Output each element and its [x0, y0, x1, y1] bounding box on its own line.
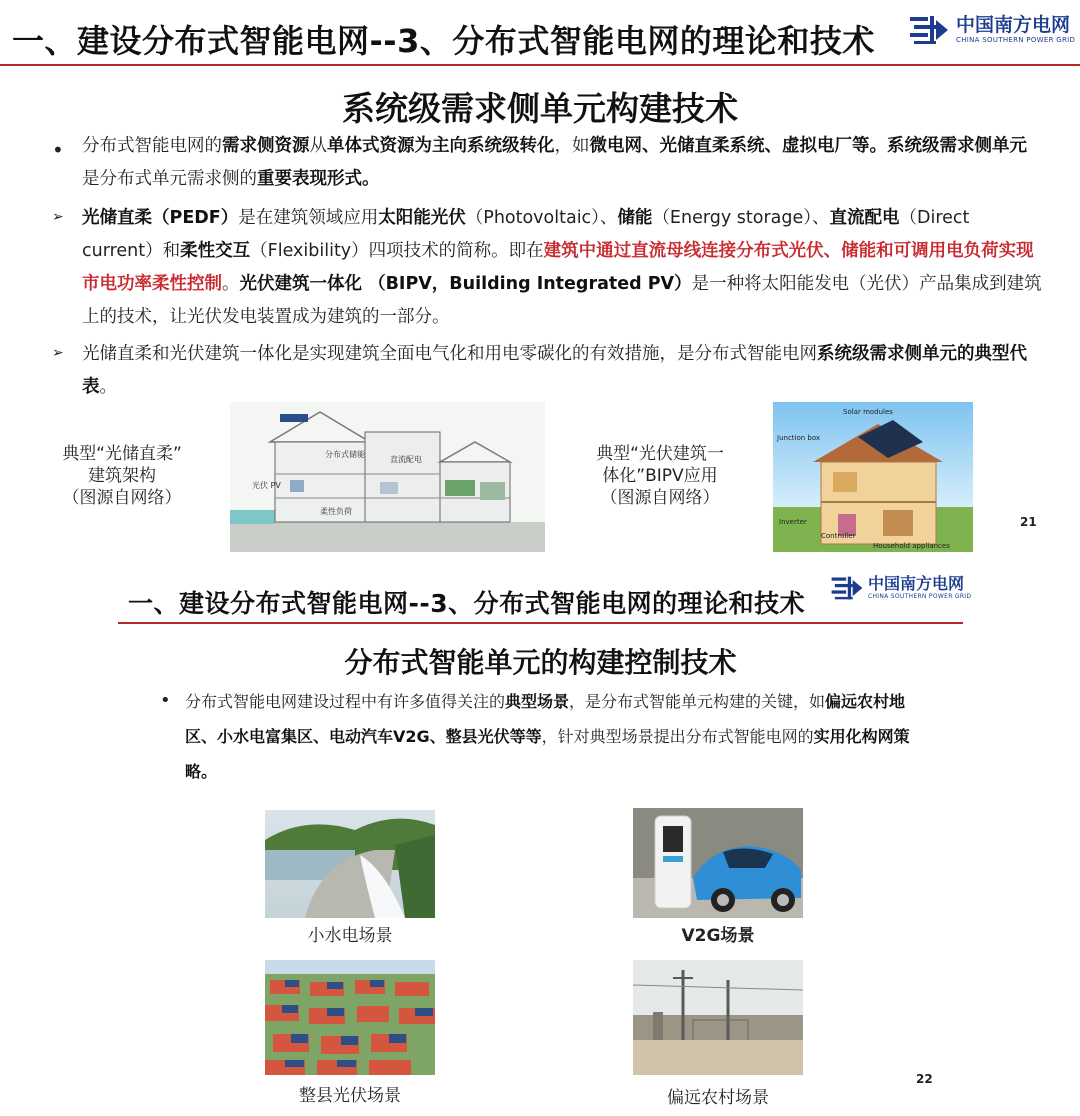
county-pv-photo — [265, 960, 435, 1075]
bullet-dot-icon: • — [52, 138, 64, 162]
hydro-dam-photo — [265, 810, 435, 918]
caption-hydro: 小水电场景 — [307, 926, 393, 946]
logo-cn: 中国南方电网 — [868, 573, 965, 593]
slide1-title: 一、建设分布式智能电网--3、分布式智能电网的理论和技术 — [12, 22, 875, 60]
slide2-heading: 分布式智能单元的构建控制技术 — [344, 646, 737, 679]
bipv-house-image — [773, 402, 973, 552]
caption-v2g: V2G场景 — [681, 926, 755, 946]
caption-pv: 整县光伏场景 — [299, 1086, 401, 1106]
bipv-label: Household appliances — [873, 542, 950, 550]
slide2-bullet: 分布式智能电网建设过程中有许多值得关注的典型场景，是分布式智能单元构建的关键，如偏远农村地区、小水电富集区、电动汽车V2G、整县光伏等等，针对典型场景提出分布式智能电网的实用化构网策略。 — [185, 692, 910, 781]
slide1-logo — [908, 14, 1075, 46]
caption-rural: 偏远农村场景 — [667, 1088, 769, 1108]
bipv-label: Solar modules — [843, 408, 893, 416]
csg-logo-icon — [908, 14, 950, 46]
rural-grid-photo — [633, 960, 803, 1075]
slide1-bullet-1: 分布式智能电网的需求侧资源从单体式资源为主向系统级转化，如微电网、光储直柔系统、虚拟电厂等。系统级需求侧单元是分布式单元需求侧的重要表现形式。 — [82, 136, 1027, 189]
caption-bipv: 典型“光伏建筑一 体化”BIPV应用 （图源自网络） — [596, 444, 724, 508]
bullet-arrow-icon: ➢ — [52, 345, 64, 361]
diagram-label: 柔性负荷 — [320, 507, 352, 516]
diagram-label: 直流配电 — [390, 455, 422, 464]
slide1-title-rule — [0, 64, 1080, 66]
csg-logo-icon — [830, 574, 864, 602]
diagram-label: 光伏 PV — [252, 481, 281, 490]
logo-en: CHINA SOUTHERN POWER GRID — [868, 592, 972, 600]
v2g-charging-photo — [633, 808, 803, 918]
caption-pedf: 典型“光储直柔” 建筑架构 （图源自网络） — [62, 444, 182, 508]
slide2-title: 一、建设分布式智能电网--3、分布式智能电网的理论和技术 — [128, 589, 806, 618]
slide1-bullet-3: 光储直柔和光伏建筑一体化是实现建筑全面电气化和用电零碳化的有效措施，是分布式智能电网系统级需求侧单元的典型代表。 — [82, 344, 1027, 397]
bullet-dot-icon: • — [160, 690, 171, 711]
slide2-title-rule — [118, 622, 963, 624]
bipv-label: Inverter — [779, 518, 807, 526]
diagram-label: 分布式储能 — [325, 450, 365, 459]
slide1-bullet-2: 光储直柔（PEDF）是在建筑领域应用太阳能光伏（Photovoltaic）、储能（Energy storage）、直流配电（Direct current）和柔性交互（Flexibility）四项技术的简称。即在建筑中通过直流母线连接分布式光伏、储能和可调用电负荷实现市电功率柔性控制。光伏建筑一体化 （BIPV，Building Integrated PV）是一种将太阳能发电（光伏）产品集成到建筑上的技术，让光伏发电装置成为建筑的一部分。 — [82, 208, 1042, 327]
pedf-building-diagram — [230, 402, 545, 552]
slide1-heading: 系统级需求侧单元构建技术 — [342, 89, 738, 128]
logo-en: CHINA SOUTHERN POWER GRID — [956, 35, 1076, 44]
slide2-logo — [830, 574, 971, 602]
bipv-label: Controller — [821, 532, 856, 540]
page-number-22: 22 — [916, 1072, 933, 1086]
bipv-label: Junction box — [777, 434, 821, 442]
page-number-21: 21 — [1020, 515, 1037, 529]
logo-cn: 中国南方电网 — [956, 13, 1071, 36]
bullet-arrow-icon: ➢ — [52, 209, 64, 225]
